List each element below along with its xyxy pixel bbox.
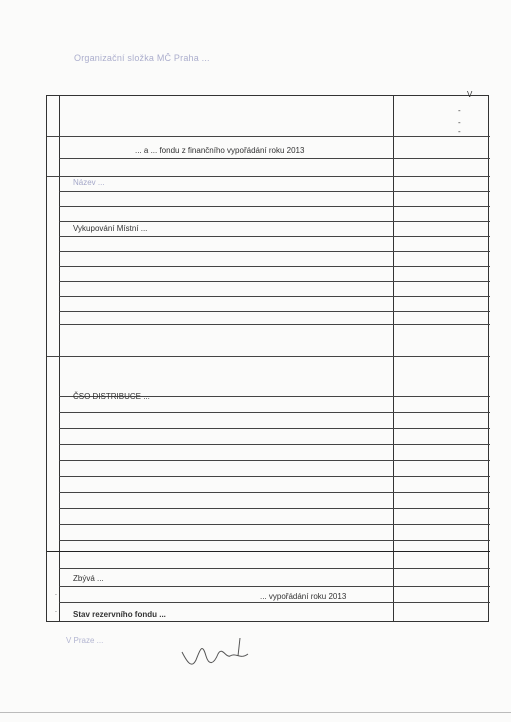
- row-line: [59, 508, 490, 509]
- bottom-label-3: Stav rezervního fondu ...: [73, 610, 166, 619]
- row-line: [59, 251, 490, 252]
- document-header: Organizační složka MČ Praha ...: [74, 53, 210, 63]
- row-line: [47, 356, 490, 357]
- dash-mark: -: [458, 106, 461, 115]
- row-line: [59, 540, 490, 541]
- section-2-label: ČSO DISTRIBUCE ...: [73, 392, 150, 401]
- dash-mark: -: [458, 118, 461, 127]
- row-marker: .: [55, 607, 57, 614]
- form-title: ... a ... fondu z finančního vypořádání roku 2013: [135, 146, 305, 155]
- row-marker: .: [55, 590, 57, 597]
- row-line: [59, 476, 490, 477]
- form-amount-column-line: [393, 96, 394, 621]
- row-line: [59, 191, 490, 192]
- page-edge-line: [0, 712, 511, 713]
- row-line: [59, 568, 490, 569]
- row-line: [47, 136, 490, 137]
- row-line: [59, 460, 490, 461]
- row-line: [59, 324, 490, 325]
- bottom-label-2: ... vypořádání roku 2013: [260, 592, 347, 601]
- row-line: [59, 586, 490, 587]
- row-line: [47, 176, 490, 177]
- row-line: [59, 444, 490, 445]
- row-line: [59, 492, 490, 493]
- row-line: [59, 524, 490, 525]
- row-line: [47, 551, 490, 552]
- corner-mark: V: [467, 90, 473, 99]
- footer-stamp: V Praze ...: [66, 636, 104, 645]
- row-line: [59, 266, 490, 267]
- row-line: [59, 412, 490, 413]
- row-line: [59, 311, 490, 312]
- row-line: [59, 158, 490, 159]
- section-1-label: Název ...: [73, 178, 105, 187]
- dash-mark: -: [458, 127, 461, 136]
- row-line: [59, 221, 490, 222]
- section-1-note: Vykupování Místní ...: [73, 224, 148, 233]
- signature-image: [178, 634, 258, 674]
- form-table: [46, 95, 489, 622]
- row-line: [59, 281, 490, 282]
- form-gutter-line: [59, 96, 60, 621]
- row-line: [59, 602, 490, 603]
- row-line: [59, 428, 490, 429]
- row-line: [59, 206, 490, 207]
- row-line: [59, 236, 490, 237]
- row-line: [59, 296, 490, 297]
- bottom-label-1: Zbývá ...: [73, 574, 104, 583]
